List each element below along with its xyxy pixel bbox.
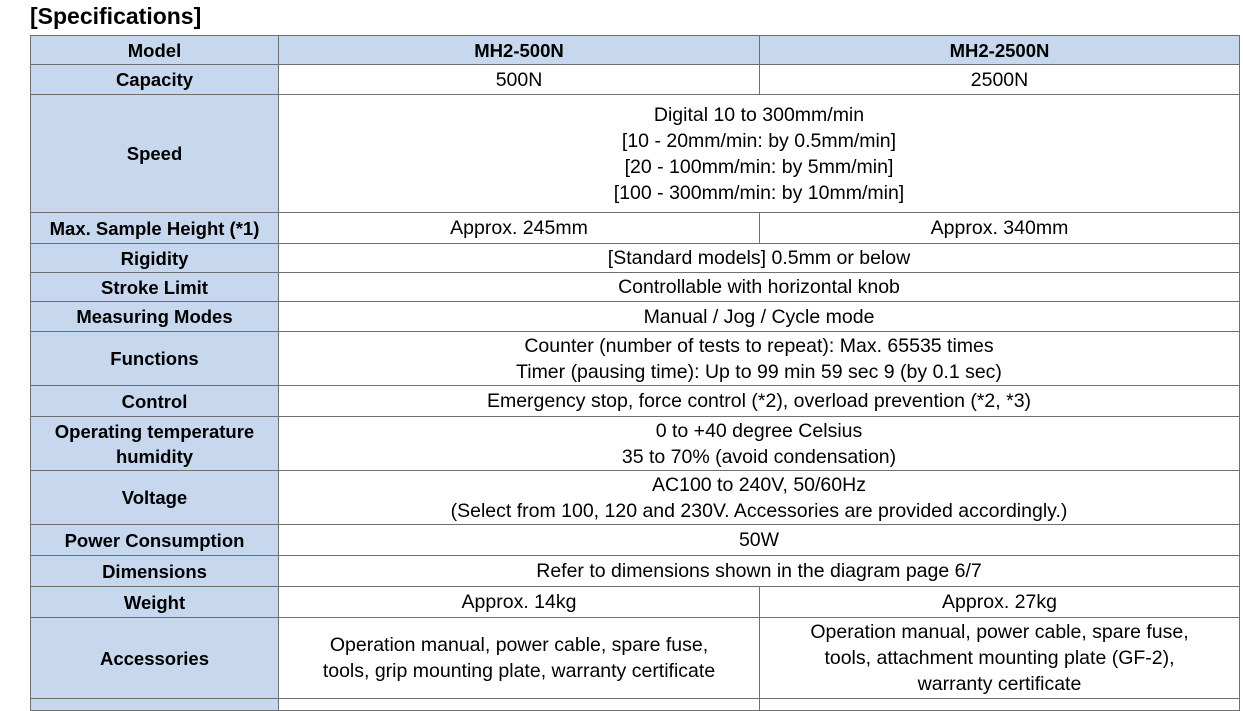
- accessories-line: warranty certificate: [917, 673, 1082, 695]
- weight-value-500n: Approx. 14kg: [279, 587, 760, 618]
- page-title: [Specifications]: [30, 3, 202, 29]
- capacity-value-2500n: 2500N: [760, 65, 1240, 95]
- model-header-mh2-500n: MH2-500N: [279, 36, 760, 65]
- row-label-cutoff: [31, 699, 279, 711]
- speed-value: [279, 95, 1240, 213]
- row-label-functions: Functions: [31, 332, 279, 386]
- row-label-power-consumption: Power Consumption: [31, 525, 279, 556]
- table-row-stroke-limit: [31, 273, 1240, 302]
- capacity-value-500n: 500N: [279, 65, 760, 95]
- temperature-label-line: Operating temperature: [54, 420, 255, 442]
- dimensions-value: Refer to dimensions shown in the diagram page 6/7: [279, 556, 1240, 587]
- row-label-model: Model: [31, 36, 279, 65]
- cutoff-cell: [760, 699, 1240, 711]
- operating-temperature-value: [279, 417, 1240, 471]
- speed-line: [100 - 300mm/min: by 10mm/min]: [613, 181, 905, 204]
- row-label-capacity: Capacity: [31, 65, 279, 95]
- measuring-modes-value: Manual / Jog / Cycle mode: [279, 302, 1240, 332]
- table-row-rigidity: [31, 244, 1240, 273]
- voltage-line: AC100 to 240V, 50/60Hz: [652, 473, 866, 496]
- functions-line: Counter (number of tests to repeat): Max. 65535 times: [524, 334, 994, 357]
- row-label-dimensions: Dimensions: [31, 556, 279, 587]
- temperature-line: 0 to +40 degree Celsius: [655, 419, 863, 442]
- table-row-measuring-modes: [31, 302, 1240, 332]
- speed-line: Digital 10 to 300mm/min: [653, 103, 865, 126]
- control-value: Emergency stop, force control (*2), overload prevention (*2, *3): [279, 386, 1240, 417]
- power-consumption-value: 50W: [279, 525, 1240, 556]
- row-label-weight: Weight: [31, 587, 279, 618]
- voltage-value: [279, 471, 1240, 525]
- accessories-value-500n: [279, 618, 760, 699]
- table-row-dimensions: [31, 556, 1240, 587]
- functions-line: Timer (pausing time): Up to 99 min 59 sec 9 (by 0.1 sec): [516, 360, 1002, 383]
- row-label-operating-temperature: [31, 417, 279, 471]
- table-row-control: [31, 386, 1240, 417]
- row-label-stroke-limit: Stroke Limit: [31, 273, 279, 302]
- row-label-speed: Speed: [31, 95, 279, 213]
- table-row-model: [31, 36, 1240, 65]
- accessories-line: Operation manual, power cable, spare fuse,: [329, 634, 709, 656]
- temperature-label-line: humidity: [115, 445, 194, 467]
- table-row-max-sample-height: [31, 213, 1240, 244]
- specifications-table: [30, 35, 1240, 711]
- table-row-weight: [31, 587, 1240, 618]
- max-height-value-2500n: Approx. 340mm: [760, 213, 1240, 244]
- functions-value: [279, 332, 1240, 386]
- table-row-speed: [31, 95, 1240, 213]
- speed-line: [10 - 20mm/min: by 0.5mm/min]: [621, 129, 897, 152]
- accessories-line: Operation manual, power cable, spare fuse,: [810, 621, 1189, 643]
- table-row-capacity: [31, 65, 1240, 95]
- accessories-value-2500n: [760, 618, 1240, 699]
- row-label-rigidity: Rigidity: [31, 244, 279, 273]
- table-row-operating-temperature: [31, 417, 1240, 471]
- table-row-accessories: [31, 618, 1240, 699]
- accessories-line: tools, attachment mounting plate (GF-2),: [824, 647, 1175, 669]
- voltage-note-line: (Select from 100, 120 and 230V. Accessories are provided accordingly.): [450, 499, 1068, 522]
- model-header-mh2-2500n: MH2-2500N: [760, 36, 1240, 65]
- table-row-power-consumption: [31, 525, 1240, 556]
- row-label-measuring-modes: Measuring Modes: [31, 302, 279, 332]
- table-row-cutoff: [31, 699, 1240, 711]
- row-label-control: Control: [31, 386, 279, 417]
- speed-line: [20 - 100mm/min: by 5mm/min]: [624, 155, 894, 178]
- row-label-accessories: Accessories: [31, 618, 279, 699]
- cutoff-cell: [279, 699, 760, 711]
- table-row-functions: [31, 332, 1240, 386]
- table-row-voltage: [31, 471, 1240, 525]
- rigidity-value: [Standard models] 0.5mm or below: [279, 244, 1240, 273]
- weight-value-2500n: Approx. 27kg: [760, 587, 1240, 618]
- humidity-line: 35 to 70% (avoid condensation): [621, 445, 897, 468]
- stroke-limit-value: Controllable with horizontal knob: [279, 273, 1240, 302]
- row-label-voltage: Voltage: [31, 471, 279, 525]
- accessories-line: tools, grip mounting plate, warranty certificate: [322, 660, 716, 682]
- row-label-max-sample-height: Max. Sample Height (*1): [31, 213, 279, 244]
- max-height-value-500n: Approx. 245mm: [279, 213, 760, 244]
